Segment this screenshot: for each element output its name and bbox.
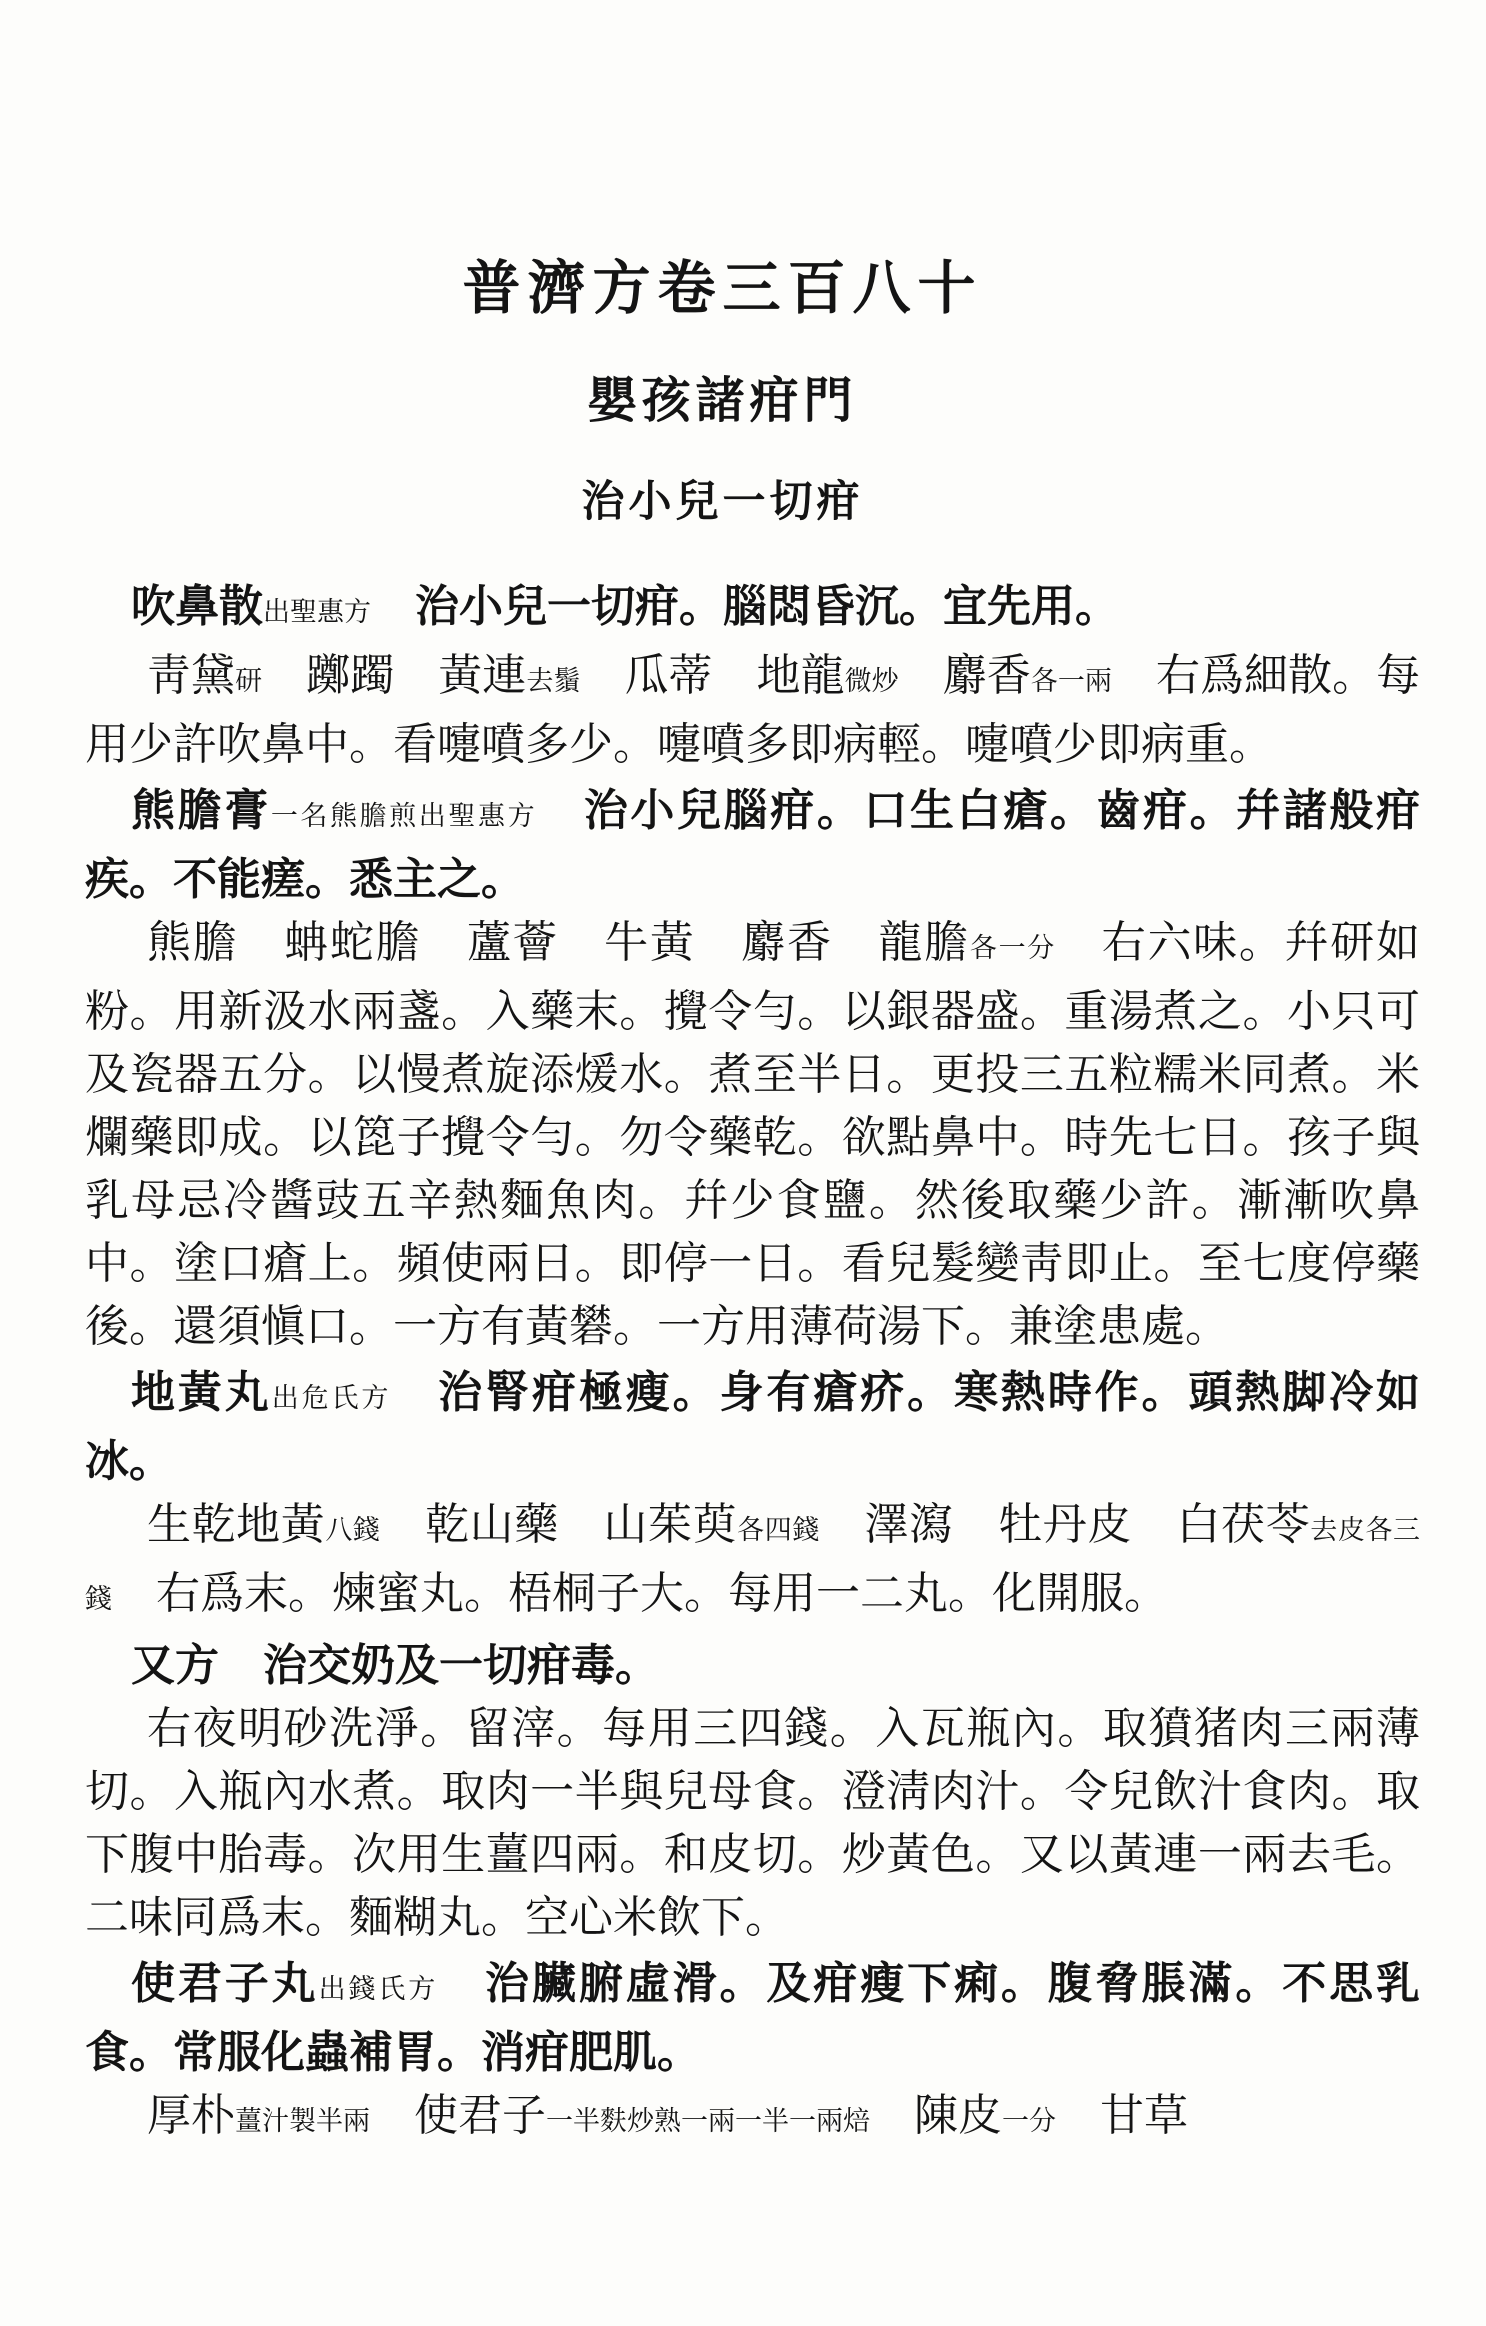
text-body — [85, 575, 1420, 2153]
formula-title-line — [85, 575, 1420, 644]
normal-text: 熊膽 蚺蛇膽 蘆薈 牛黃 麝香 龍膽 — [147, 917, 970, 969]
normal-text: 生乾地黃 — [147, 1499, 326, 1551]
formula-body-text — [85, 911, 1420, 1358]
bold-text: 吹鼻散 — [131, 581, 263, 633]
section-heading: 嬰孩諸疳門 — [587, 370, 858, 429]
annotation-text: 出聖惠方 — [263, 597, 371, 629]
annotation-text: 各一分 — [969, 933, 1057, 965]
formula-title-line — [85, 1361, 1420, 1493]
normal-text: 瓜蒂 地龍 — [580, 650, 845, 702]
annotation-text: 薑汁製半兩 — [235, 2106, 370, 2138]
bold-text: 治小兒一切疳。腦悶昏沉。宜先用。 — [371, 581, 1119, 633]
bold-text: 治腎疳極瘦。身有瘡疥。寒熱時作。頭熱脚冷如冰。 — [85, 1367, 1421, 1488]
annotation-text: 去皮各三錢 — [85, 1515, 1421, 1616]
formula-body-text — [85, 2084, 1420, 2153]
annotation-text: 一半麩炒熟一兩一半一兩焙 — [546, 2106, 870, 2138]
annotation-text: 一名熊膽煎出聖惠方 — [270, 801, 538, 833]
bold-text: 治小兒腦疳。口生白瘡。齒疳。幷諸般疳疾。不能瘥。悉主之。 — [85, 785, 1421, 906]
normal-text: 麝香 — [898, 650, 1031, 702]
page-header — [85, 254, 1360, 528]
bold-text: 又方 治交奶及一切疳毒。 — [131, 1640, 659, 1692]
bold-text: 治臟腑虛滑。及疳瘦下痢。腹脅脹滿。不思乳食。常服化蟲補胃。消疳肥肌。 — [85, 1958, 1421, 2079]
bold-text: 使君子丸 — [131, 1958, 319, 2010]
normal-text: 躑躅 黃連 — [262, 650, 527, 702]
formula-title-line — [85, 1952, 1420, 2084]
normal-text: 乾山藥 山茱萸 — [380, 1499, 738, 1551]
formula-body-text — [85, 1493, 1420, 1631]
annotation-text: 研 — [235, 666, 263, 698]
annotation-text: 出錢氏方 — [318, 1974, 439, 2006]
normal-text: 右夜明砂洗淨。留滓。每用三四錢。入瓦瓶內。取獖猪肉三兩薄切。入瓶內水煮。取肉一半與兒母食。澄淸肉汁。令兒飲汁食肉。取下腹中胎毒。次用生薑四兩。和皮切。炒黃色。又以黃連一兩去毛。二味同爲末。麵糊丸。空心米飲下。 — [85, 1703, 1420, 1944]
normal-text: 靑黛 — [147, 650, 236, 702]
formula-title-line — [85, 779, 1420, 911]
annotation-text: 微炒 — [844, 666, 899, 698]
bold-text: 地黃丸 — [131, 1367, 272, 1419]
formula-body-text — [85, 644, 1420, 776]
normal-text: 使君子 — [370, 2090, 546, 2142]
bold-text: 熊膽膏 — [131, 785, 271, 837]
annotation-text: 各一兩 — [1030, 666, 1112, 698]
normal-text: 甘草 — [1056, 2090, 1188, 2142]
formula-title-line — [85, 1634, 1420, 1697]
subsection-heading: 治小兒一切疳 — [581, 477, 864, 528]
normal-text: 澤瀉 牡丹皮 白茯苓 — [819, 1499, 1311, 1551]
annotation-text: 一分 — [1002, 2106, 1056, 2138]
annotation-text: 各四錢 — [737, 1515, 820, 1547]
annotation-text: 去鬚 — [526, 666, 581, 698]
normal-text: 右爲細散。每用少許吹鼻中。看嚏噴多少。嚏噴多即病輕。嚏噴少即病重。 — [85, 650, 1421, 771]
normal-text: 厚朴 — [147, 2090, 235, 2142]
normal-text: 右六味。幷研如粉。用新汲水兩盞。入藥末。攪令勻。以銀器盛。重湯煮之。小只可及瓷器五分。以慢煮旋添煖水。煮至半日。更投三五粒糯米同煮。米爛藥即成。以箆子攪令勻。勿令藥乾。欲點鼻中。時先七日。孩子與乳母忌冷醬豉五辛熱麵魚肉。幷少食鹽。然後取藥少許。漸漸吹鼻中。塗口瘡上。頻使兩日。即停一日。看兒髮變靑即止。至七度停藥後。還須愼口。一方有黃礬。一方用薄荷湯下。兼塗患處。 — [85, 917, 1421, 1353]
normal-text: 陳皮 — [870, 2090, 1002, 2142]
annotation-text: 八錢 — [325, 1515, 381, 1547]
formula-body-text — [85, 1697, 1420, 1949]
annotation-text: 出危氏方 — [271, 1383, 392, 1415]
volume-title: 普濟方卷三百八十 — [462, 254, 983, 322]
normal-text: 右爲末。煉蜜丸。梧桐子大。每用一二丸。化開服。 — [112, 1568, 1168, 1620]
